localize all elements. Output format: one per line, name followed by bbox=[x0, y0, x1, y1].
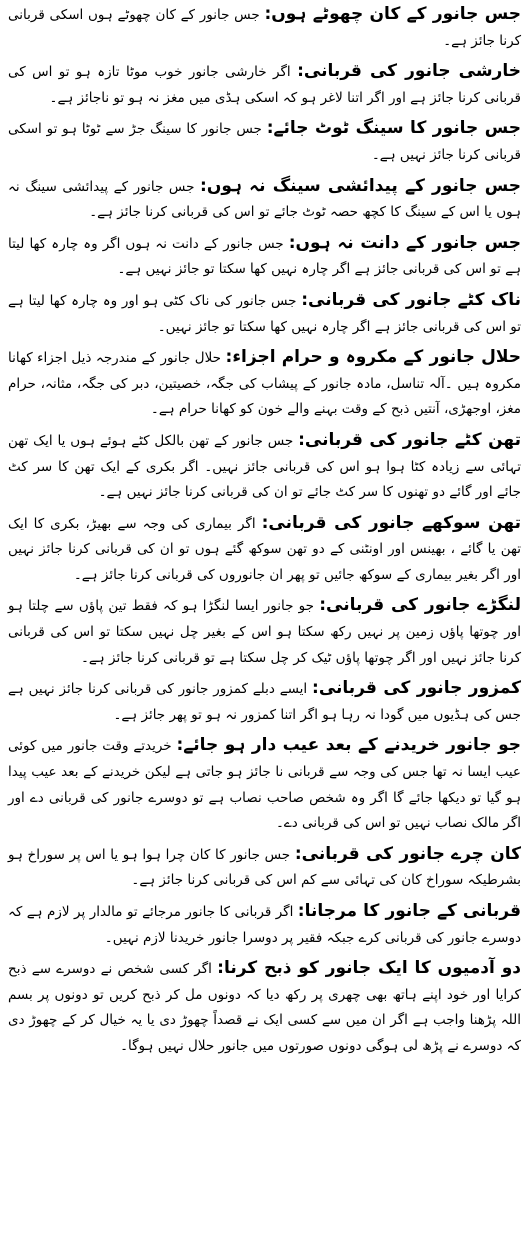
section-body: جس جانور کے دانت نہ ہوں اگر وہ چارہ کھا لیتا ہے تو اس کی قربانی جائز ہے اگر چارہ نہیں کھا سکتا تو جائز نہیں ہے۔ bbox=[8, 235, 521, 278]
section-heading: خارشی جانور کی قربانی: bbox=[297, 61, 521, 82]
section-body: اگر کسی شخص نے دوسرے سے ذبح کرایا اور خود اپنے ہاتھ بھی چھری پر رکھ دیا کہ دونوں مل کر ذبح کریں تو دونوں پر بسم اللہ پڑھنا واجب ہے اگر ان میں سے کسی ایک نے قصداً چھوڑ دی یا یہ خیال کر کے چھوڑ دی کہ دوسرے نے پڑھ لی ہوگی دونوں صورتوں میں جانور حلال نہیں ہوگا۔ bbox=[8, 961, 521, 1054]
section-toothless bbox=[8, 231, 521, 283]
section-heading: کمزور جانور کی قربانی: bbox=[312, 678, 521, 699]
section-body: جس جانور کا سینگ جڑ سے ٹوٹا ہو تو اسکی قربانی کرنا جائز نہیں ہے۔ bbox=[8, 121, 521, 163]
section-heading: کان چرے جانور کی قربانی: bbox=[294, 843, 521, 864]
section-heading: جس جانور کا سینگ ٹوٹ جائے: bbox=[266, 118, 522, 139]
section-heading: جس جانور کے دانت نہ ہوں: bbox=[288, 232, 521, 253]
section-body: جس جانور کے کان چھوٹے ہوں اسکی قربانی کرنا جائز ہے۔ bbox=[8, 7, 521, 49]
section-animal-dies bbox=[8, 899, 521, 951]
section-weak-animal bbox=[8, 676, 521, 728]
section-body: جس جانور کا کان چرا ہوا ہو یا اس پر سوراخ ہو بشرطیکہ سوراخ کان کی تہائی سے کم اس کی قربانی کرنا جائز ہے۔ bbox=[8, 846, 521, 889]
section-heading: قربانی کے جانور کا مرجانا: bbox=[297, 901, 521, 921]
section-body: جس جانور کے تھن بالکل کٹے ہوئے ہوں یا ایک تھن تہائی سے زیادہ کٹا ہوا ہو اس کی قربانی جائز نہیں۔ اگر بکری کے ایک تھن کا سر کٹ جائے اور گائے دو تھنوں کا سر کٹ جائے تو ان کی قربانی کرنا جائز نہیں ہے۔ bbox=[8, 432, 521, 501]
section-heading: لنگڑے جانور کی قربانی: bbox=[319, 595, 521, 616]
section-body: جس جانور کی ناک کٹی ہو اور وہ چارہ کھا لیتا ہے تو اس کی قربانی جائز ہے اگر چارہ نہیں کھا سکتا تو جائز نہیں۔ bbox=[8, 292, 521, 335]
section-body: جس جانور کے پیدائشی سینگ نہ ہوں یا اس کے سینگ کا کچھ حصہ ٹوٹ جائے تو اس کی قربانی کرنا جائز ہے۔ bbox=[8, 178, 521, 221]
section-heading: حلال جانور کے مکروہ و حرام اجزاء: bbox=[225, 347, 521, 368]
section-defect-after-purchase bbox=[8, 733, 521, 836]
section-heading: جس جانور کے کان چھوٹے ہوں: bbox=[264, 4, 521, 24]
section-cut-udder bbox=[8, 428, 521, 506]
section-lame-animal bbox=[8, 593, 521, 671]
section-heading: تھن سوکھے جانور کی قربانی: bbox=[261, 512, 521, 533]
section-body: ایسے دبلے کمزور جانور کی قربانی کرنا جائز نہیں ہے جس کی ہڈیوں میں گودا نہ رہا ہو اگر اتنا کمزور نہ ہو تو پھر جائز ہے۔ bbox=[8, 681, 521, 723]
section-two-people-slaughter bbox=[8, 956, 521, 1059]
section-slit-ear bbox=[8, 842, 521, 894]
section-heading: دو آدمیوں کا ایک جانور کو ذبح کرنا: bbox=[217, 958, 521, 979]
section-heading: تھن کٹے جانور کی قربانی: bbox=[298, 429, 521, 450]
section-body: خریدتے وقت جانور میں کوئی عیب ایسا نہ تھا جس کی وجہ سے قربانی نا جائز ہو جاتی ہے لیکن خریدنے کے بعد عیب پیدا ہو گیا تو دیکھا جائے گا اگر وہ شخص صاحب نصاب ہے تو دوسرے جانور کی قربانی دے اور اگر مالک نصاب نہیں تو اس کی قربانی دے۔ bbox=[8, 738, 521, 832]
section-body: اگر خارشی جانور خوب موٹا تازہ ہو تو اس کی قربانی کرنا جائز ہے اور اگر اتنا لاغر ہو کہ اسکی ہڈی میں مغز نہ ہو تو ناجائز ہے۔ bbox=[8, 64, 521, 106]
section-heading: ناک کٹے جانور کی قربانی: bbox=[301, 289, 521, 310]
section-mangy-animal bbox=[8, 59, 521, 111]
section-broken-horn bbox=[8, 116, 521, 168]
section-body: حلال جانور کے مندرجہ ذیل اجزاء کھانا مکروہ ہیں ۔آلہ تناسل، مادہ جانور کے پیشاب کی جگہ، خصیتین، دبر کی جگہ، مثانہ، حرام مغز، اوجھڑی، آنتیں ذبح کے وقت بہنے والے خون کو کھانا حرام ہے۔ bbox=[8, 350, 521, 418]
section-body: جو جانور ایسا لنگڑا ہو کہ فقط تین پاؤں سے چلتا ہو اور چوتھا پاؤں زمین پر نہیں رکھ سکتا ہو اس کے بغیر چل نہیں سکتا تو اس کی قربانی کرنا جائز نہیں اور اگر چوتھا پاؤں ٹیک کر چل سکتا ہے تو قربانی کرنا جائز ہے۔ bbox=[8, 598, 521, 666]
section-cut-nose bbox=[8, 288, 521, 340]
section-dry-udder bbox=[8, 511, 521, 589]
section-hornless-from-birth bbox=[8, 174, 521, 226]
section-body: اگر بیماری کی وجہ سے بھیڑ، بکری کا ایک تھن یا گائے ، بھینس اور اونٹنی کے دو تھن سوکھ گئے ہوں تو ان کی قربانی کرنا جائز نہیں اور اگر بغیر بیماری کے سوکھ جائیں تو پھر ان جانوروں کی قربانی کرنا جائز ہے۔ bbox=[8, 515, 521, 583]
section-disliked-forbidden-parts bbox=[8, 345, 521, 423]
section-heading: جس جانور کے پیدائشی سینگ نہ ہوں: bbox=[200, 175, 522, 196]
section-body: اگر قربانی کا جانور مرجائے تو مالدار پر لازم ہے کہ دوسرے جانور کی قربانی کرے جبکہ فقیر پر دوسرا جانور خریدنا لازم نہیں۔ bbox=[8, 904, 521, 946]
section-heading: جو جانور خریدنے کے بعد عیب دار ہو جائے: bbox=[176, 735, 521, 756]
section-small-ears bbox=[8, 2, 521, 54]
